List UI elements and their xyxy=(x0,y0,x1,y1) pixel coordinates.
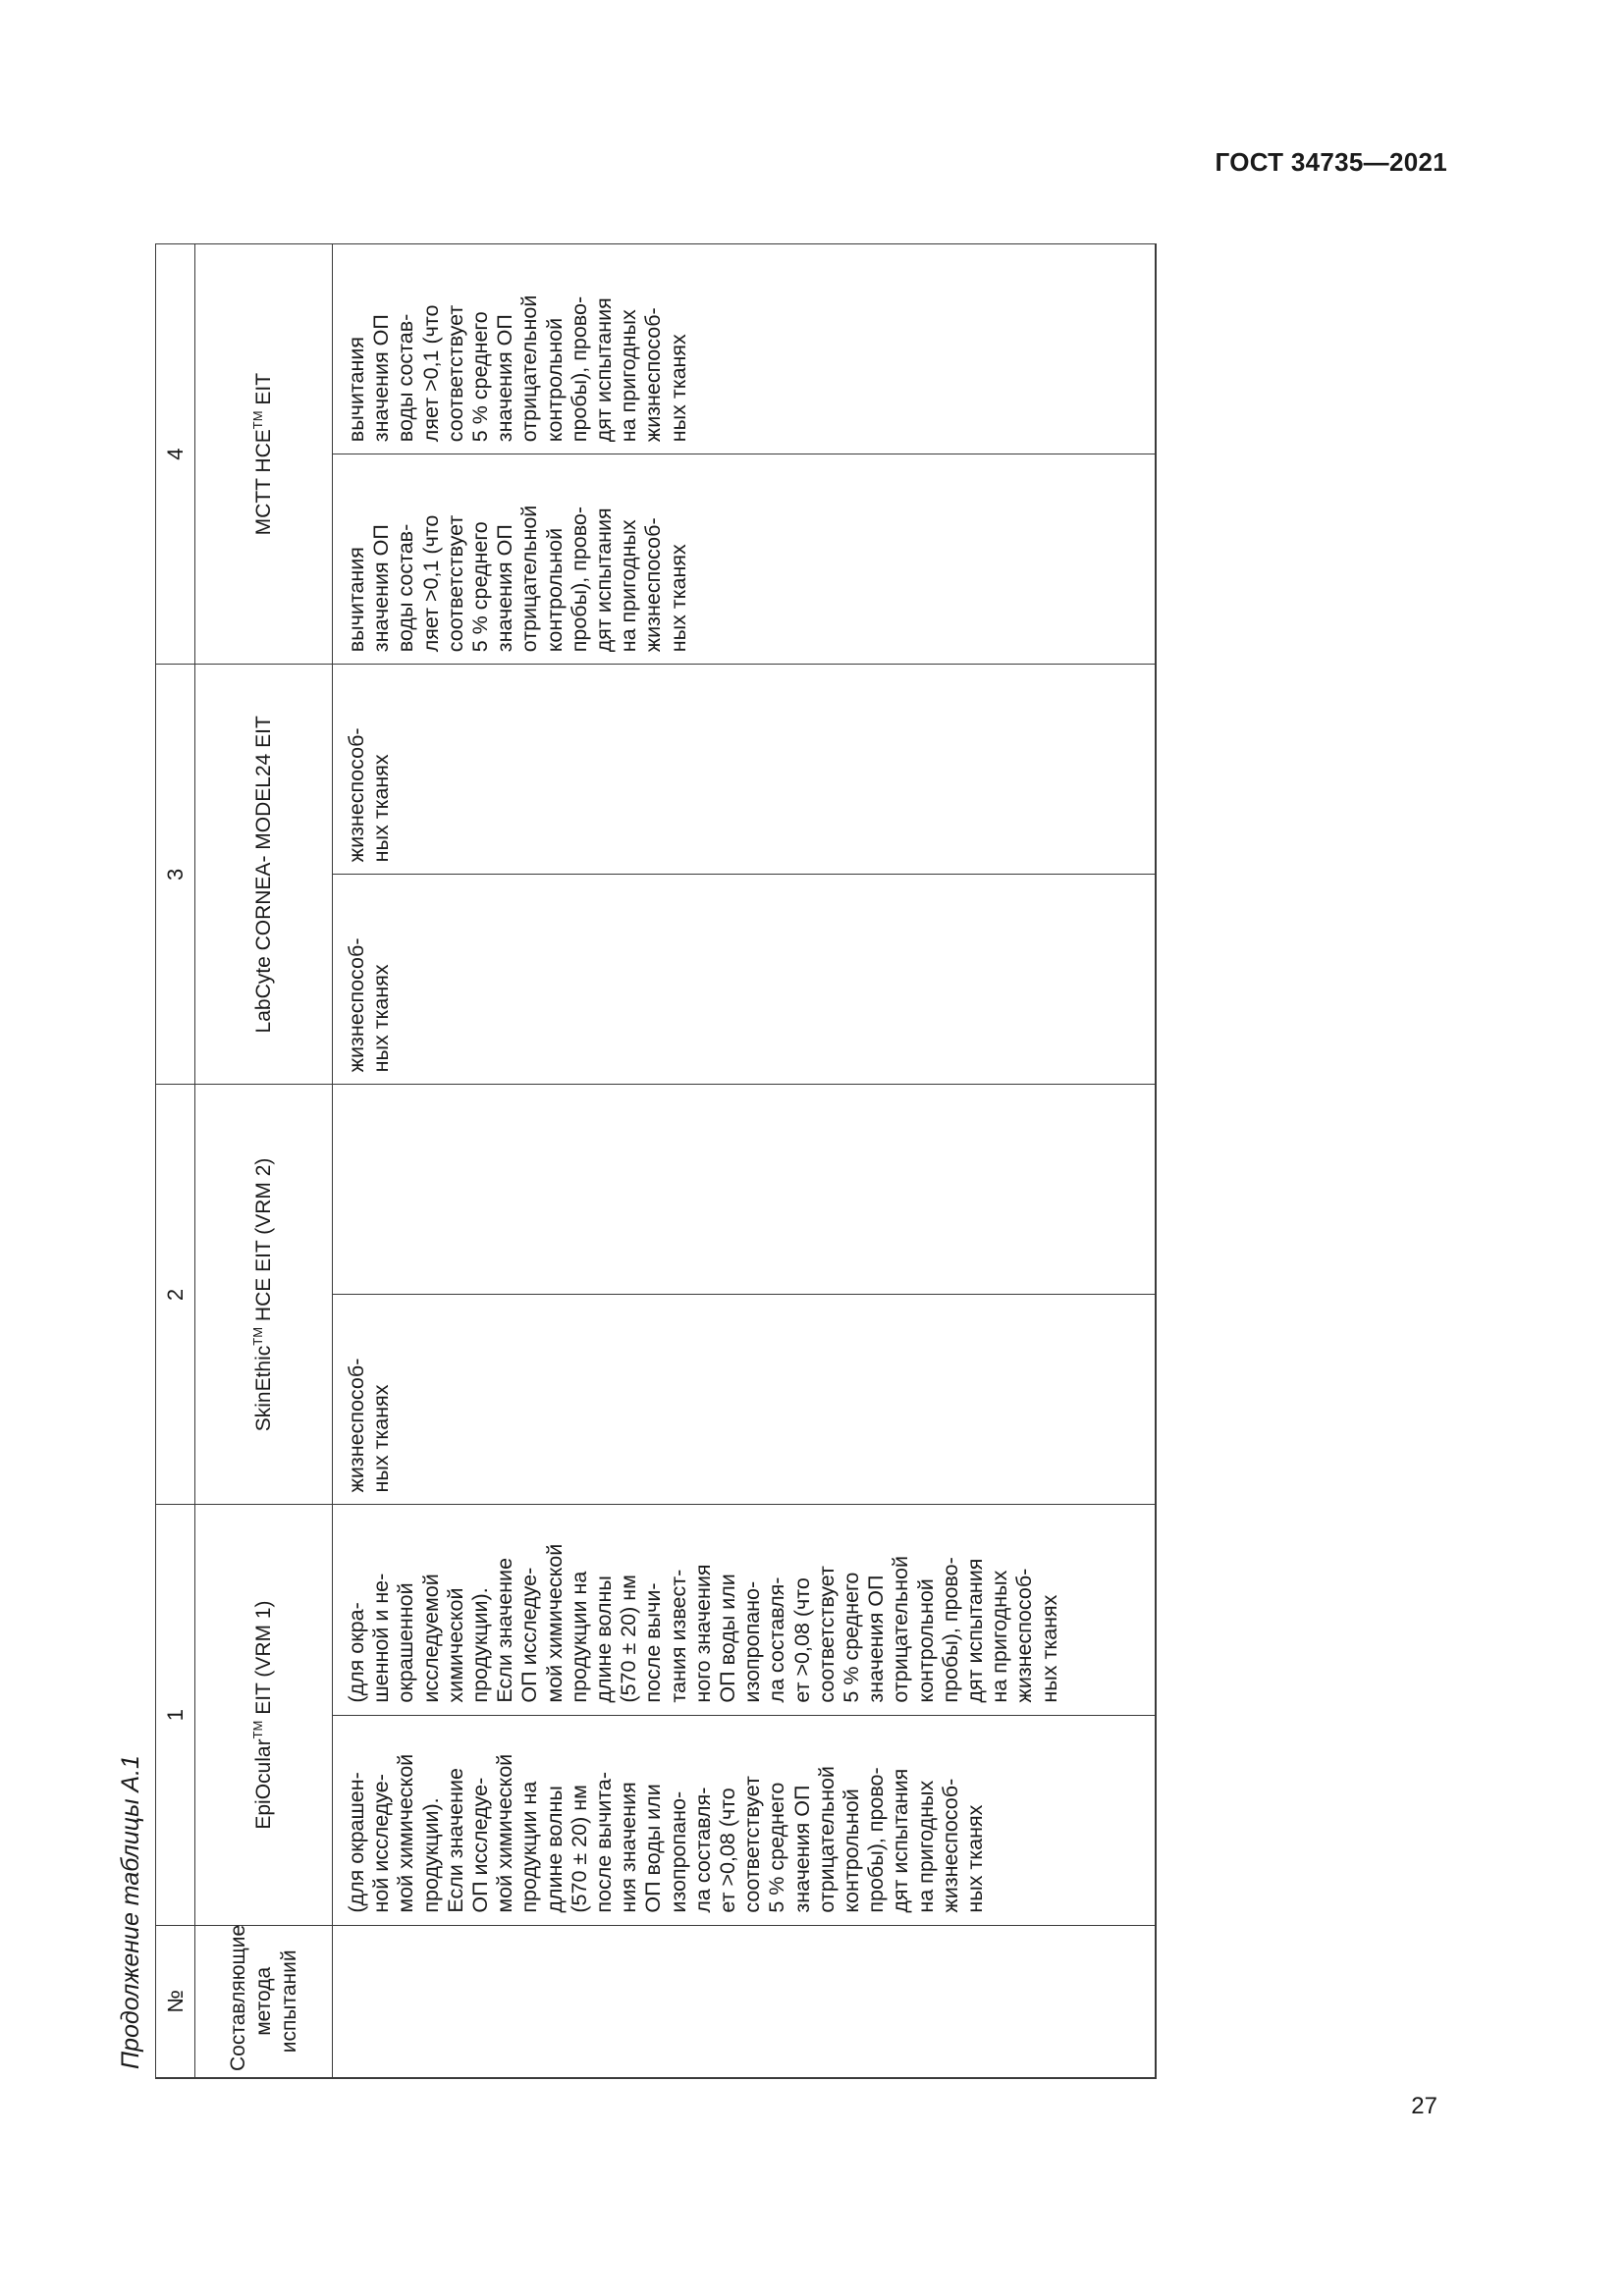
column-header-row xyxy=(195,244,333,2079)
cell-label xyxy=(333,1925,1157,2078)
header-epiocular: EpiOcular™ EIT (VRM 1) xyxy=(195,1505,333,1925)
rotated-table-block xyxy=(116,243,1117,2079)
column-number-row xyxy=(156,244,195,2079)
table-row xyxy=(333,244,1157,2079)
cell-mctt-b: вычитания значения ОП воды состав- ляет >0,1 (что соответствует 5 % среднего значения ОП отрицательной контрольной пробы), прово- дят испытания на пригодных жизнеспособ- ных тканях xyxy=(333,244,1157,454)
cell-labcyte-b: жизнеспособ- ных тканях xyxy=(333,665,1157,875)
header-labcyte: LabCyte CORNEA- MODEL24 EIT xyxy=(195,665,333,1085)
cell-epiocular-b: (для окра- шенной и не- окрашенной исследуемой химической продукции). Если значение ОП исследуе- мой химической продукции на длине волны (570 ± 20) нм после вычи- тания извест- ного значения ОП воды или изопропано- ла составля- ет >0,08 (что соответствует 5 % среднего значения ОП отрицательной контрольной пробы), прово- дят испытания на пригодных жизнеспособ- ных тканях xyxy=(333,1505,1157,1715)
cell-epiocular-a: (для окрашен- ной исследуе- мой химической продукции). Если значение ОП исследуе- мой химической продукции на длине волны (570 ± 20) нм после вычита- ния значения ОП воды или изопропано- ла составля- ет >0,08 (что соответствует 5 % среднего значения ОП отрицательной контрольной пробы), прово- дят испытания на пригодных жизнеспособ- ных тканях xyxy=(333,1715,1157,1925)
header-mctt: MCTT HCE™ EIT xyxy=(195,244,333,665)
column-number-label: № xyxy=(156,1925,195,2078)
cell-skinethic-b xyxy=(333,1085,1157,1295)
method-components-table xyxy=(155,243,1157,2079)
column-number-3: 3 xyxy=(156,665,195,1085)
cell-skinethic-a: жизнеспособ- ных тканях xyxy=(333,1295,1157,1505)
header-method-components: Составляющие метода испытаний xyxy=(195,1925,333,2078)
document-code: ГОСТ 34735—2021 xyxy=(1215,147,1447,177)
column-number-4: 4 xyxy=(156,244,195,665)
page-number: 27 xyxy=(1411,2093,1437,2119)
cell-labcyte-a: жизнеспособ- ных тканях xyxy=(333,875,1157,1085)
table-caption: Продолжение таблицы А.1 xyxy=(117,1755,144,2069)
header-skinethic: SkinEthic™ HCE EIT (VRM 2) xyxy=(195,1085,333,1505)
column-number-2: 2 xyxy=(156,1085,195,1505)
column-number-1: 1 xyxy=(156,1505,195,1925)
cell-mctt-a: вычитания значения ОП воды состав- ляет >0,1 (что соответствует 5 % среднего значения ОП отрицательной контрольной пробы), прово- дят испытания на пригодных жизнеспособ- ных тканях xyxy=(333,454,1157,665)
